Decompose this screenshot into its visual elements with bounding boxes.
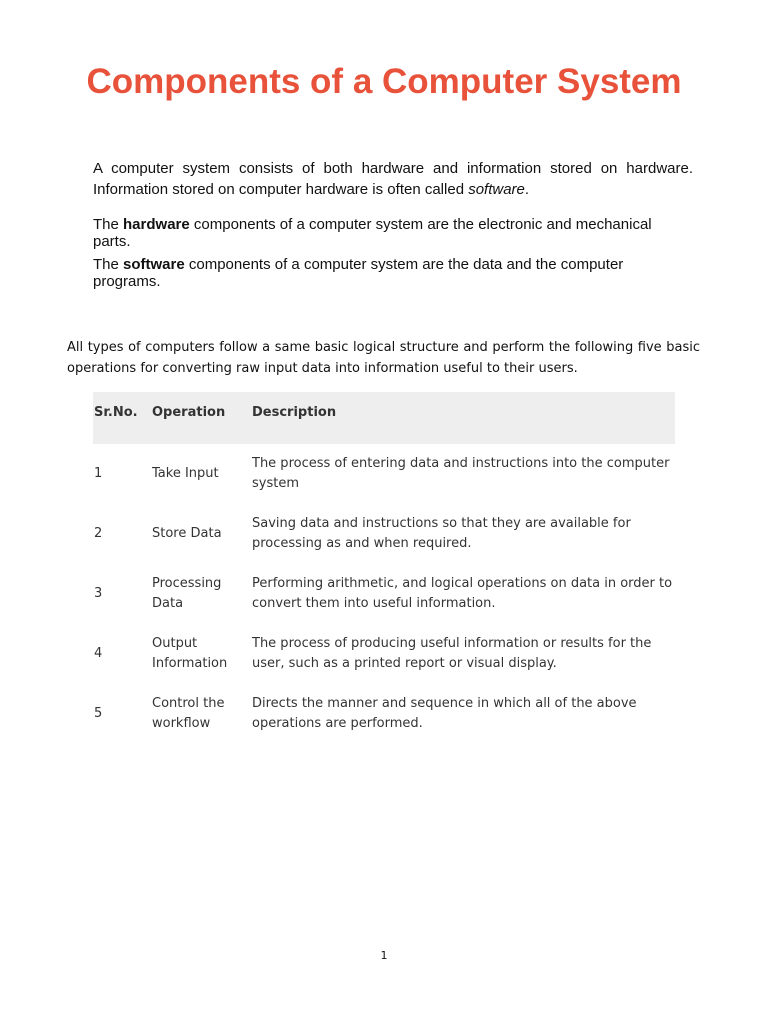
row-description: The process of producing useful information or results for the user, such as a printed report or visual display. xyxy=(252,636,652,671)
intro-period: . xyxy=(524,181,530,198)
row-sr-no: 2 xyxy=(94,526,103,541)
operations-intro: All types of computers follow a same basic logical structure and perform the following five basic operations for converting raw input data into information useful to their users. xyxy=(67,340,700,376)
row-operation: Output Information xyxy=(152,636,228,671)
hardware-text: components of a computer system are the electronic and mechanical parts. xyxy=(93,216,652,250)
table-row xyxy=(93,564,675,624)
table-row xyxy=(93,684,675,744)
page-title: Components of a Computer System xyxy=(86,62,682,101)
operations-table xyxy=(93,392,675,744)
row-sr-no: 4 xyxy=(94,646,103,661)
row-operation: Take Input xyxy=(152,466,219,481)
row-operation: Control the workflow xyxy=(152,696,225,731)
software-prefix: The xyxy=(93,256,124,273)
software-bold-term: software xyxy=(123,256,185,273)
header-description: Description xyxy=(252,404,337,420)
table-row xyxy=(93,444,675,504)
row-sr-no: 1 xyxy=(94,466,103,481)
table-row xyxy=(93,504,675,564)
software-text: components of a computer system are the data and the computer programs. xyxy=(93,256,624,290)
row-sr-no: 5 xyxy=(94,706,103,721)
header-sr-no: Sr.No. xyxy=(94,404,138,420)
hardware-prefix: The xyxy=(93,216,124,233)
row-operation: Store Data xyxy=(152,526,222,541)
row-sr-no: 3 xyxy=(94,586,103,601)
hardware-paragraph xyxy=(93,216,693,250)
row-description: Performing arithmetic, and logical operations on data in order to convert them into useful information. xyxy=(252,576,673,611)
row-description: Saving data and instructions so that they are available for processing as and when required. xyxy=(252,516,631,551)
row-description: Directs the manner and sequence in which all of the above operations are performed. xyxy=(252,696,637,731)
intro-text: A computer system consists of both hardware and information stored on hardware. Information stored on computer hardware is often called xyxy=(93,160,693,198)
table-header-row xyxy=(93,392,675,444)
intro-paragraph-1 xyxy=(93,158,693,200)
hardware-term: hardware xyxy=(123,216,190,233)
header-operation: Operation xyxy=(152,404,226,420)
software-term: software xyxy=(468,181,525,198)
software-paragraph xyxy=(93,256,693,290)
row-operation: Processing Data xyxy=(152,576,222,611)
table-row xyxy=(93,624,675,684)
page-number: 1 xyxy=(380,949,388,962)
row-description: The process of entering data and instructions into the computer system xyxy=(252,456,670,491)
